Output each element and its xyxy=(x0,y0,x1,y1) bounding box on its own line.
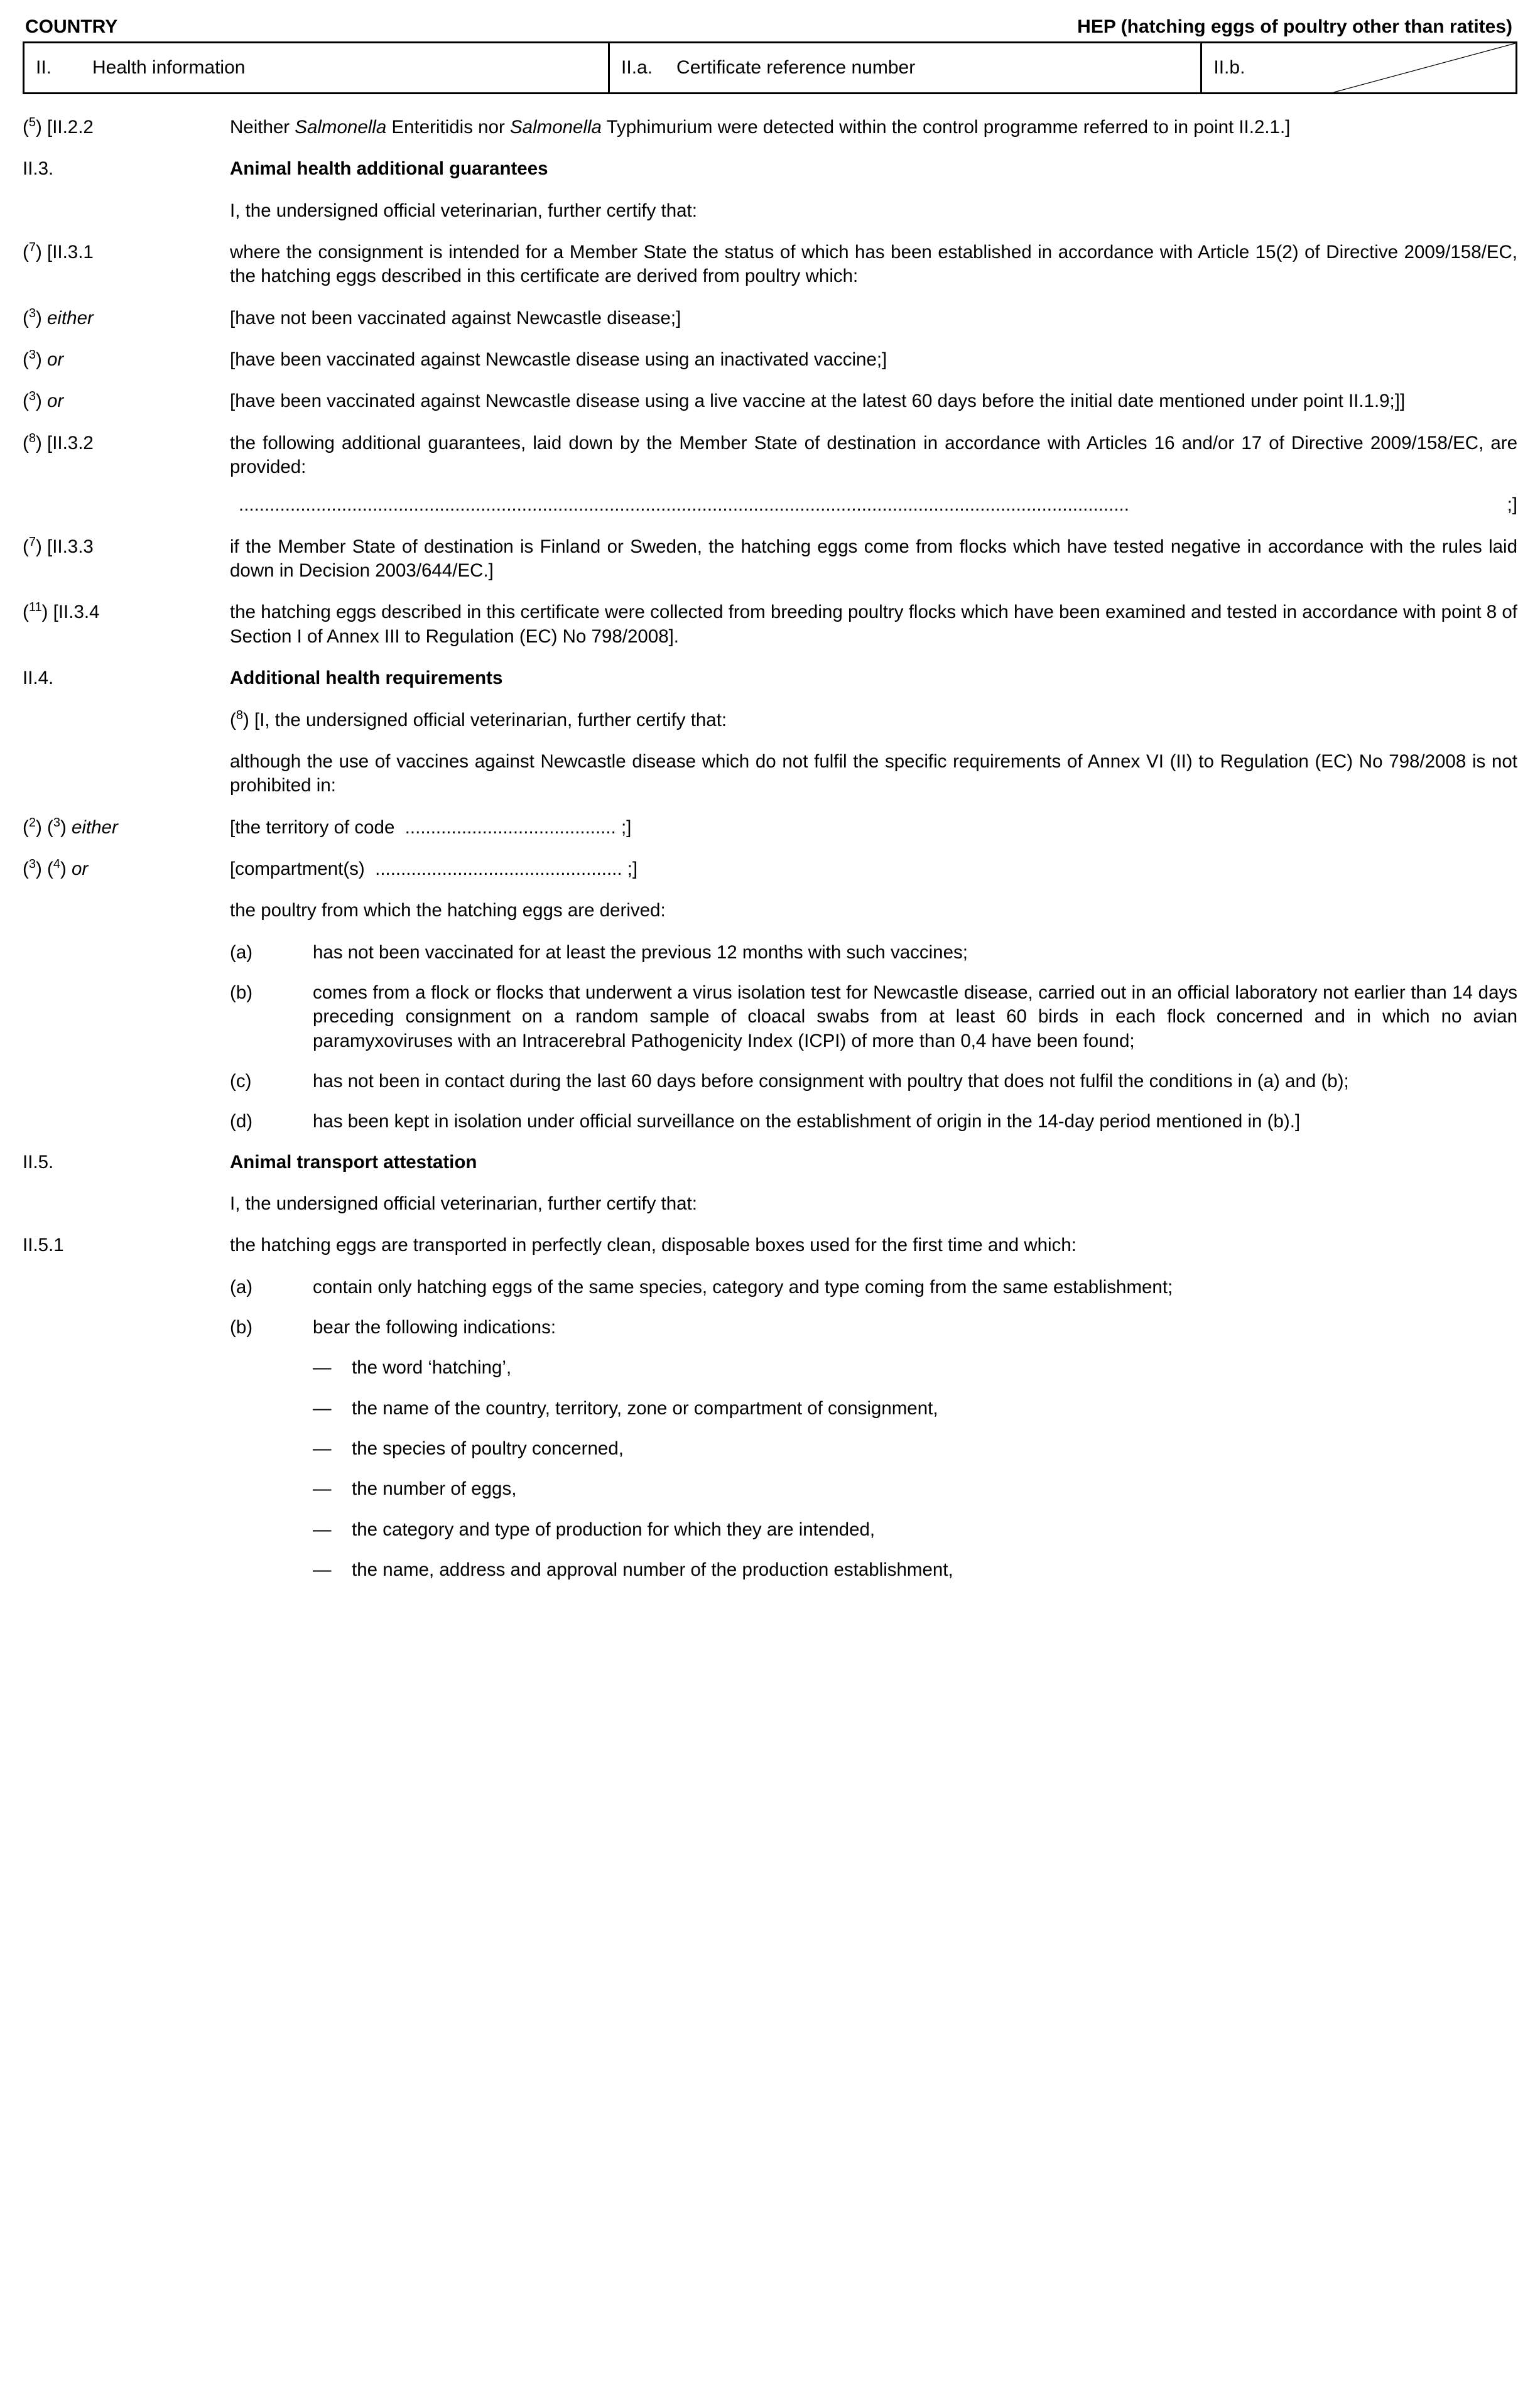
footnote-ref: 2 xyxy=(28,815,36,830)
footnote-ref: 7 xyxy=(28,534,36,549)
clause-text[interactable]: [the territory of code ......................................... ;] xyxy=(230,816,632,838)
dash-list-item-text: the name, address and approval number of the production establishment, xyxy=(352,1559,953,1581)
dash-mark-icon: — xyxy=(313,1478,332,1500)
clause-ii-4-option-or xyxy=(23,857,1517,881)
text-italic: Salmonella xyxy=(510,117,602,138)
dotted-fill[interactable]: ............................................................................................................................................................................. xyxy=(239,494,1129,516)
footnote-ref: 11 xyxy=(28,600,42,615)
clause-ii-4-item-list xyxy=(230,941,1517,1134)
clause-label: ($^3$) either xyxy=(23,306,94,328)
dash-mark-icon: — xyxy=(313,1519,332,1540)
fill-in-line-ii-3-2[interactable] xyxy=(230,493,1517,517)
clause-ii-5-1 xyxy=(23,1233,1517,1257)
option-word: or xyxy=(47,391,64,412)
text-part: ) xyxy=(35,391,48,412)
option-word: either xyxy=(72,816,118,838)
clause-ii-5-1-dash-list xyxy=(313,1356,1517,1582)
clause-ii-4-option-either xyxy=(23,816,1517,840)
certificate-reference-cell xyxy=(609,43,1201,94)
clause-ii-4-paragraph xyxy=(23,750,1517,798)
clause-number: ) [II.3.3 xyxy=(35,536,94,557)
clause-title: Additional health requirements xyxy=(230,668,503,689)
clause-ii-4-intro xyxy=(23,708,1517,732)
dash-list-item-text: the name of the country, territory, zone or compartment of consignment, xyxy=(352,1397,938,1419)
dash-list-item xyxy=(313,1477,1517,1501)
clause-label: ($^5$) [II.2.2 xyxy=(23,116,94,138)
footnote-ref: 4 xyxy=(53,857,60,872)
clause-ii-3-4 xyxy=(23,600,1517,649)
clause-ii-3-2 xyxy=(23,431,1517,480)
list-item-mark: (b) xyxy=(230,982,253,1003)
clause-label: ($^7$) [II.3.3 xyxy=(23,534,94,557)
list-item-text: bear the following indications: xyxy=(313,1317,556,1338)
footnote-ref: 3 xyxy=(28,348,36,362)
clause-label: ($^3$) or xyxy=(23,348,64,371)
clause-ii-5-intro xyxy=(23,1192,1517,1216)
country-label: COUNTRY xyxy=(25,16,118,37)
clause-ii-5-1-item-list xyxy=(230,1276,1517,1340)
list-item-text: has not been in contact during the last 60 days before consignment with poultry that does not fulfil the conditions in (a) and (b); xyxy=(313,1070,1349,1092)
clause-text: if the Member State of destination is Finland or Sweden, the hatching eggs come from flocks which have tested negative in accordance with the rules laid down in Decision 2003/644/EC.] xyxy=(230,536,1517,582)
diagonal-line-icon xyxy=(1202,43,1516,92)
list-item-mark: (d) xyxy=(230,1111,253,1132)
dash-list-item xyxy=(313,1558,1517,1582)
footnote-ref: 8 xyxy=(28,431,36,445)
dash-list-item-text: the number of eggs, xyxy=(352,1478,517,1500)
clause-title: Animal transport attestation xyxy=(230,1151,477,1173)
clause-number: ) [II.2.2 xyxy=(35,117,94,138)
list-item xyxy=(230,1316,1517,1340)
list-item xyxy=(230,941,1517,965)
list-item xyxy=(230,981,1517,1053)
clause-text: the hatching eggs described in this certificate were collected from breeding poultry flocks which have been examined and tested in accordance with point 8 of Section I of Annex III to Regulation (EC) No 798/2008]. xyxy=(230,602,1517,647)
clause-title: Animal health additional guarantees xyxy=(230,158,548,180)
clause-label: ($^8$) [II.3.2 xyxy=(23,431,94,453)
list-item-text: has not been vaccinated for at least the previous 12 months with such vaccines; xyxy=(313,941,968,963)
clause-ii-3-1 xyxy=(23,241,1517,289)
clause-ii-5-heading xyxy=(23,1151,1517,1174)
clause-ii-3-1-option-or-1 xyxy=(23,348,1517,372)
clause-ii-3-3 xyxy=(23,535,1517,583)
clause-label: II.3. xyxy=(23,158,54,180)
clause-label: ($^3$) ($^4$) or xyxy=(23,857,89,879)
dash-list-item xyxy=(313,1437,1517,1461)
clause-number: ) [II.3.2 xyxy=(35,432,94,453)
clause-text: although the use of vaccines against Newcastle disease which do not fulfil the specific requirements of Annex VI (II) to Regulation (EC) No 798/2008 is not prohibited in: xyxy=(230,751,1517,796)
clause-ii-3-1-option-or-2 xyxy=(23,389,1517,413)
footnote-ref: 3 xyxy=(53,815,60,830)
option-word: either xyxy=(47,307,94,328)
text-part: Neither xyxy=(230,117,295,138)
clause-label: ($^7$) [II.3.1 xyxy=(23,241,94,263)
text-part: ) xyxy=(60,858,72,879)
list-item xyxy=(230,1070,1517,1093)
dash-mark-icon: — xyxy=(313,1357,332,1379)
clause-text: [have been vaccinated against Newcastle disease using a live vaccine at the latest 60 days before the initial date mentioned under point II.1.9;]] xyxy=(230,391,1406,412)
clause-number: ) [II.3.4 xyxy=(41,602,100,623)
clause-ii-3-intro xyxy=(23,199,1517,223)
clause-text: ($^8$) [I, the undersigned official veterinarian, further certify that: xyxy=(230,708,727,730)
clause-text: I, the undersigned official veterinarian, further certify that: xyxy=(230,200,697,221)
footnote-ref: 5 xyxy=(28,116,36,130)
clause-text: the poultry from which the hatching eggs are derived: xyxy=(230,900,666,921)
dash-list-item xyxy=(313,1518,1517,1542)
list-item-text: contain only hatching eggs of the same species, category and type coming from the same establishment; xyxy=(313,1276,1173,1298)
document-type-label: HEP (hatching eggs of poultry other than ratites) xyxy=(1077,16,1512,37)
clause-text: I, the undersigned official veterinarian, further certify that: xyxy=(230,1193,697,1214)
text-part: ) ( xyxy=(35,858,53,879)
option-word: or xyxy=(72,858,89,879)
list-item-mark: (c) xyxy=(230,1070,252,1092)
dash-list-item-text: the species of poultry concerned, xyxy=(352,1438,624,1460)
list-item-mark: (a) xyxy=(230,941,253,963)
clause-label: ($^2$) ($^3$) either xyxy=(23,815,118,838)
clause-label: ($^{11}$) [II.3.4 xyxy=(23,600,100,623)
part-ii-label: Health information xyxy=(92,57,246,78)
dash-list-item-text: the category and type of production for which they are intended, xyxy=(352,1519,876,1540)
text-part: ) xyxy=(35,307,48,328)
text-part: ) xyxy=(60,816,72,838)
dash-list-item xyxy=(313,1356,1517,1380)
text-part: ) xyxy=(35,349,48,371)
clause-ii-2-2 xyxy=(23,116,1517,139)
text-part: Enteritidis nor xyxy=(386,117,510,138)
footnote-ref: 3 xyxy=(28,306,36,320)
clause-ii-4-heading xyxy=(23,666,1517,690)
footnote-ref: 3 xyxy=(28,389,36,404)
clause-label: II.5. xyxy=(23,1151,54,1173)
clause-label: II.4. xyxy=(23,668,54,689)
option-word: or xyxy=(47,349,64,371)
part-ii-number: II. xyxy=(36,57,52,78)
footnote-ref: 8 xyxy=(236,708,243,722)
clause-text: [have been vaccinated against Newcastle disease using an inactivated vaccine;] xyxy=(230,349,887,371)
clause-text: [have not been vaccinated against Newcastle disease;] xyxy=(230,307,681,328)
clause-ii-4-lead xyxy=(23,899,1517,923)
dash-mark-icon: — xyxy=(313,1559,332,1581)
text-part: Typhimurium were detected within the control programme referred to in point II.2.1.] xyxy=(601,117,1291,138)
text-part: ) ( xyxy=(35,816,53,838)
dash-mark-icon: — xyxy=(313,1438,332,1460)
table-row xyxy=(24,43,1517,94)
part-iia-label: Certificate reference number xyxy=(676,57,916,78)
footnote-ref: 3 xyxy=(28,857,36,872)
part-iib-cell xyxy=(1201,43,1517,94)
certificate-body xyxy=(23,94,1517,1582)
dash-mark-icon: — xyxy=(313,1397,332,1419)
clause-text[interactable]: [compartment(s) ................................................ ;] xyxy=(230,858,638,879)
clause-text xyxy=(230,116,1517,139)
list-item-text: comes from a flock or flocks that underwent a virus isolation test for Newcastle disease, carried out in an official laboratory not earlier than 14 days preceding consignment on a random sample of cloacal swabs from at least 60 birds in each flock concerned and in which no avian paramyxoviruses with an Intracerebral Pathogenicity Index (ICPI) of more than 0,4 have been found; xyxy=(313,982,1517,1051)
footnote-ref: 7 xyxy=(28,241,36,255)
clause-label: II.5.1 xyxy=(23,1235,64,1256)
document-header xyxy=(23,16,1517,41)
list-item-mark: (b) xyxy=(230,1317,253,1338)
text-part: ) [I, the undersigned official veterinarian, further certify that: xyxy=(242,709,727,730)
dotted-fill-tail: ;] xyxy=(1507,494,1517,516)
part-iib-number: II.b. xyxy=(1213,57,1245,78)
list-item xyxy=(230,1276,1517,1299)
text-italic: Salmonella xyxy=(295,117,387,138)
list-item xyxy=(230,1110,1517,1134)
list-item-mark: (a) xyxy=(230,1276,253,1298)
dash-list-item xyxy=(313,1397,1517,1421)
clause-text: where the consignment is intended for a Member State the status of which has been established in accordance with Article 15(2) of Directive 2009/158/EC, the hatching eggs described in this certificate are derived from poultry which: xyxy=(230,242,1517,287)
part-ii-cell xyxy=(24,43,609,94)
clause-text: the hatching eggs are transported in perfectly clean, disposable boxes used for the first time and which: xyxy=(230,1235,1076,1256)
clause-text: the following additional guarantees, laid down by the Member State of destination in accordance with Articles 16 and/or 17 of Directive 2009/158/EC, are provided: xyxy=(230,432,1517,478)
clause-ii-3-1-option-either xyxy=(23,306,1517,330)
part-iia-number: II.a. xyxy=(621,57,653,78)
clause-label: ($^3$) or xyxy=(23,389,64,412)
clause-ii-3-heading xyxy=(23,157,1517,181)
clause-number: ) [II.3.1 xyxy=(35,242,94,263)
certificate-head-table xyxy=(23,41,1517,94)
dash-list-item-text: the word ‘hatching’, xyxy=(352,1357,512,1379)
list-item-text: has been kept in isolation under official surveillance on the establishment of origin in the 14-day period mentioned in (b).] xyxy=(313,1111,1301,1132)
